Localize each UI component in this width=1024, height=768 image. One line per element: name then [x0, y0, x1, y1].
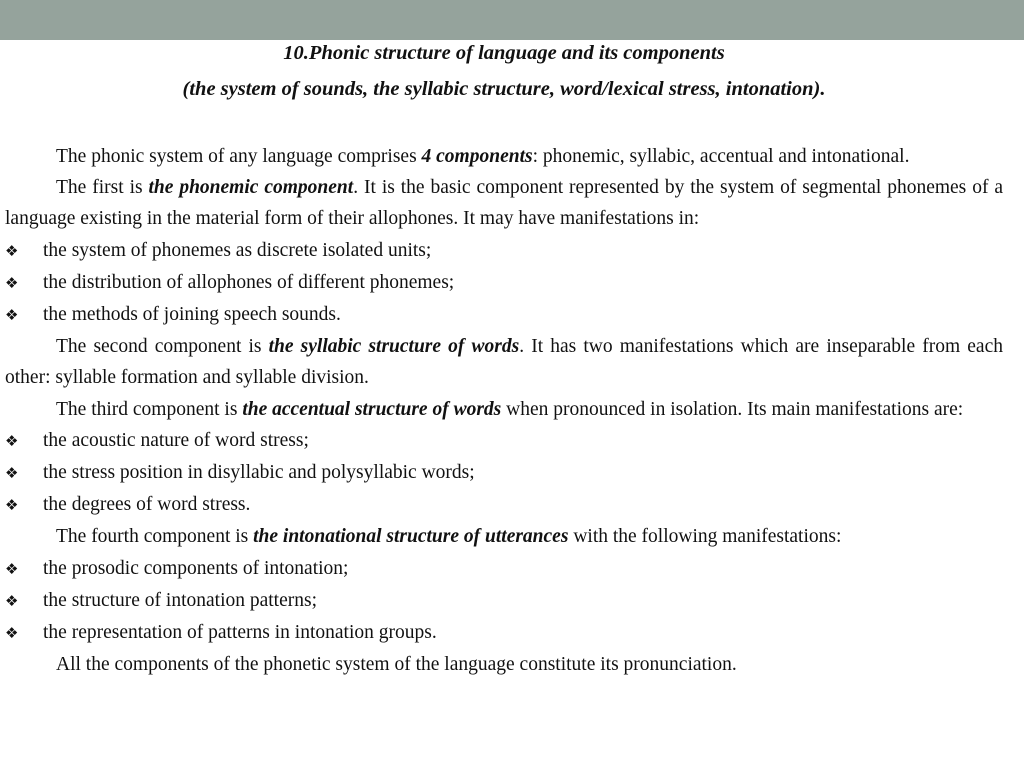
diamond-bullet-icon: ❖	[5, 591, 19, 610]
list-item	[5, 617, 1003, 649]
list-item-text: the system of phonemes as discrete isolated units;	[43, 239, 432, 261]
bullet-list-accentual	[5, 425, 1003, 522]
list-item	[5, 235, 1003, 267]
slide-content	[5, 40, 1003, 680]
paragraph-accentual	[5, 394, 1003, 425]
bullet-list-intonational	[5, 553, 1003, 650]
list-item-text: the distribution of allophones of different phonemes;	[43, 271, 455, 293]
list-item	[5, 585, 1003, 617]
diamond-bullet-icon: ❖	[5, 431, 19, 450]
diamond-bullet-icon: ❖	[5, 273, 19, 292]
paragraph-text: The first is	[56, 177, 149, 199]
emphasis-text: the intonational structure of utterances	[253, 526, 569, 548]
list-item-text: the degrees of word stress.	[43, 494, 251, 516]
diamond-bullet-icon: ❖	[5, 624, 19, 643]
diamond-bullet-icon: ❖	[5, 464, 19, 483]
paragraph-text: The fourth component is	[56, 526, 254, 548]
paragraph-intro	[5, 141, 1003, 172]
emphasis-text: the syllabic structure of words	[268, 336, 520, 358]
paragraph-text: The third component is	[56, 398, 243, 420]
diamond-bullet-icon: ❖	[5, 241, 19, 260]
paragraph-text: when pronounced in isolation. Its main manifestations are:	[501, 398, 964, 420]
slide-title: 10.Phonic structure of language and its components	[283, 42, 725, 64]
paragraph-syllabic	[5, 331, 1003, 393]
paragraph-text: with the following manifestations:	[568, 526, 842, 548]
slide-subtitle: (the system of sounds, the syllabic structure, word/lexical stress, intonation).	[182, 78, 826, 100]
paragraph-text: . It has two manifestations which are inseparable from each other: syllable formation and syllable division.	[5, 336, 1003, 389]
paragraph-phonemic	[5, 172, 1003, 234]
list-item	[5, 267, 1003, 299]
list-item	[5, 489, 1003, 521]
paragraph-text: : phonemic, syllabic, accentual and intonational.	[532, 146, 910, 167]
list-item-text: the acoustic nature of word stress;	[43, 429, 309, 451]
list-item	[5, 553, 1003, 585]
paragraph-intonational	[5, 521, 1003, 552]
list-item	[5, 299, 1003, 331]
list-item	[5, 457, 1003, 489]
paragraph-text: The second component is	[56, 336, 269, 358]
diamond-bullet-icon: ❖	[5, 306, 19, 325]
emphasis-text: 4 components	[421, 146, 533, 167]
slide-body	[5, 141, 1003, 680]
paragraph-conclusion: All the components of the phonetic system of the language constitute its pronunciation.	[56, 654, 737, 676]
diamond-bullet-icon: ❖	[5, 559, 19, 578]
diamond-bullet-icon: ❖	[5, 496, 19, 515]
emphasis-text: the accentual structure of words	[242, 398, 502, 420]
list-item-text: the prosodic components of intonation;	[43, 557, 349, 579]
slide-header-bar	[0, 0, 1024, 40]
bullet-list-phonemic	[5, 235, 1003, 332]
paragraph-text: The phonic system of any language comprises	[56, 146, 422, 167]
list-item-text: the representation of patterns in intonation groups.	[43, 622, 437, 644]
list-item-text: the methods of joining speech sounds.	[43, 304, 341, 326]
emphasis-text: the phonemic component	[148, 177, 354, 199]
list-item-text: the structure of intonation patterns;	[43, 589, 318, 611]
list-item	[5, 425, 1003, 457]
paragraph-text: . It is the basic component represented by the system of segmental phonemes of a language existing in the material form of their allophones. It may have manifestations in:	[5, 177, 1004, 230]
list-item-text: the stress position in disyllabic and polysyllabic words;	[43, 462, 475, 484]
